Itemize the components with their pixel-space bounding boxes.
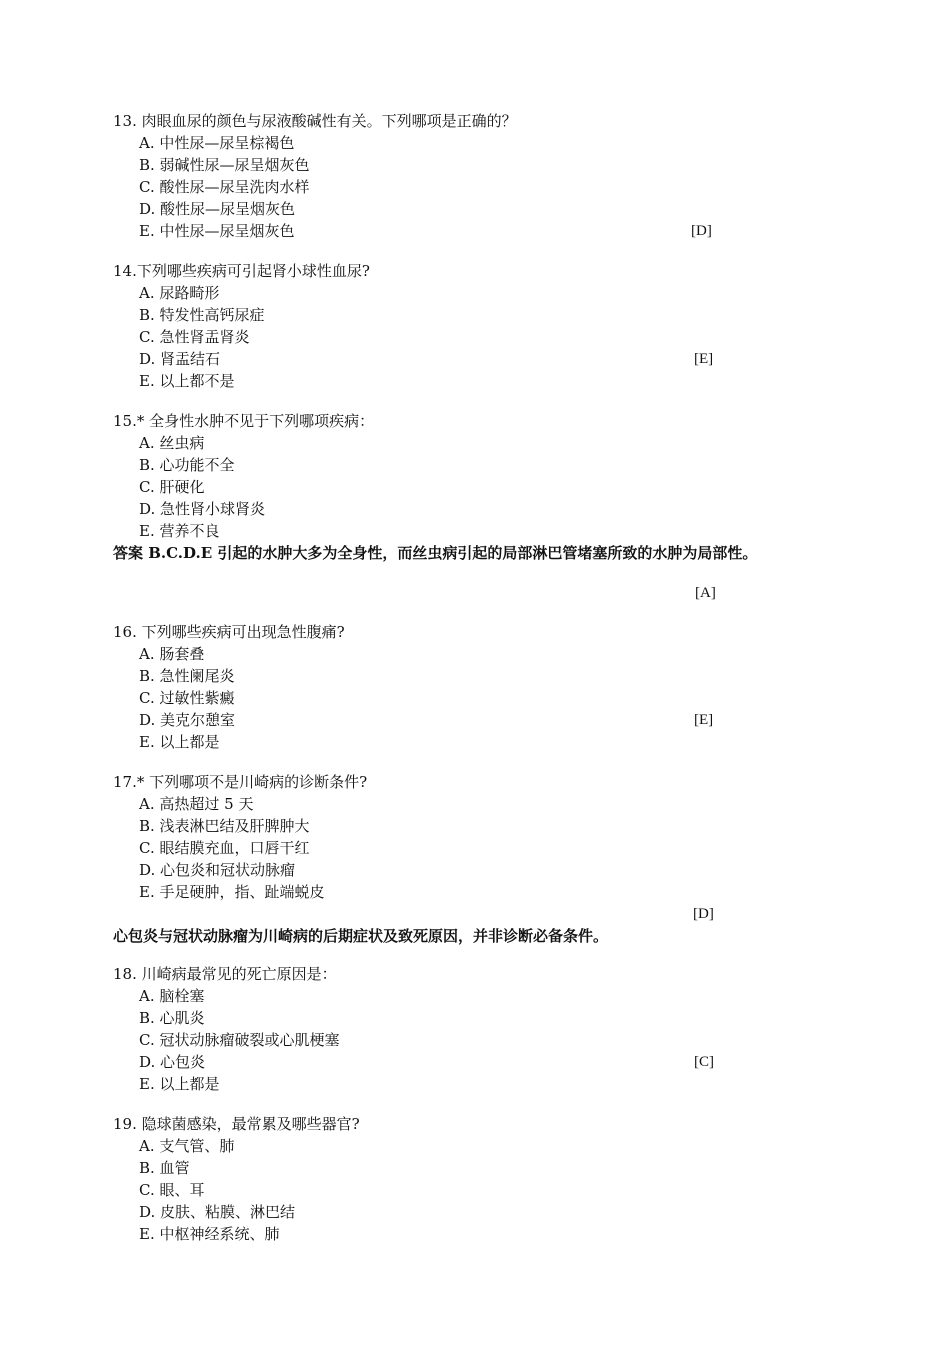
option-a: A. 脑栓塞 [139,987,205,1005]
question-15 [113,410,873,604]
option-c: C. 冠状动脉瘤破裂或心肌梗塞 [139,1031,340,1049]
question-stem: 18. 川崎病最常见的死亡原因是： [113,965,337,983]
option-c: C. 眼、耳 [139,1181,205,1199]
answer-key: [C] [694,1054,714,1070]
option-d: D. 心包炎和冠状动脉瘤 [139,861,296,879]
option-c: C. 急性肾盂肾炎 [139,328,250,346]
option-d: D. 急性肾小球肾炎 [139,500,266,518]
question-stem: 15.* 全身性水肿不见于下列哪项疾病： [113,412,375,430]
answer-key: [E] [694,351,714,367]
option-b: B. 心功能不全 [139,456,235,474]
option-e: E. 以上都不是 [139,372,235,390]
question-13 [113,110,873,242]
option-d-text: D. 美克尔憩室 [139,711,236,729]
option-b: B. 心肌炎 [139,1009,205,1027]
option-a: A. 丝虫病 [139,434,205,452]
option-b: B. 弱碱性尿—尿呈烟灰色 [139,156,310,174]
option-c: C. 眼结膜充血，口唇干红 [139,839,310,857]
question-14 [113,260,873,392]
question-18 [113,963,873,1095]
question-stem: 16. 下列哪些疾病可出现急性腹痛? [113,623,345,641]
answer-explanation: 心包炎与冠状动脉瘤为川崎病的后期症状及致死原因，并非诊断必备条件。 [113,927,609,945]
answer-explanation: 答案 B.C.D.E 引起的水肿大多为全身性，而丝虫病引起的局部淋巴管堵塞所致的水肿为局部性。 [113,544,758,562]
option-e: E. 营养不良 [139,522,220,540]
option-c: C. 酸性尿—尿呈洗肉水样 [139,178,310,196]
option-c: C. 过敏性紫癜 [139,689,235,707]
question-stem: 14.下列哪些疾病可引起肾小球性血尿? [113,262,370,280]
question-stem: 19. 隐球菌感染，最常累及哪些器官? [113,1115,360,1133]
option-b: B. 血管 [139,1159,190,1177]
option-d: D. 皮肤、粘膜、淋巴结 [139,1203,296,1221]
option-c: C. 肝硬化 [139,478,205,496]
option-d-text: D. 心包炎 [139,1053,206,1071]
option-b: B. 特发性高钙尿症 [139,306,265,324]
option-d-text: D. 肾盂结石 [139,350,221,368]
option-a: A. 尿路畸形 [139,284,220,302]
question-16 [113,621,873,753]
option-a: A. 支气管、肺 [139,1137,235,1155]
answer-key: [E] [694,712,714,728]
option-e: E. 以上都是 [139,733,220,751]
answer-key: [D] [693,906,714,922]
option-e [113,220,873,242]
option-d [113,348,873,370]
question-stem: 13. 肉眼血尿的颜色与尿液酸碱性有关。下列哪项是正确的？ [113,112,517,130]
answer-key: [A] [695,585,716,601]
option-e: E. 中枢神经系统、肺 [139,1225,280,1243]
option-e: E. 以上都是 [139,1075,220,1093]
question-19 [113,1113,873,1245]
option-a: A. 肠套叠 [139,645,205,663]
option-a: A. 中性尿—尿呈棕褐色 [139,134,295,152]
option-b: B. 浅表淋巴结及肝脾肿大 [139,817,310,835]
option-d: D. 酸性尿—尿呈烟灰色 [139,200,296,218]
option-e: E. 手足硬肿，指、趾端蜕皮 [139,883,325,901]
option-d [113,1051,873,1073]
question-17 [113,771,873,947]
answer-row [113,582,873,604]
option-a: A. 高热超过 5 天 [139,795,254,813]
option-d [113,709,873,731]
answer-row [113,903,873,925]
option-b: B. 急性阑尾炎 [139,667,235,685]
answer-key: [D] [691,223,712,239]
option-e-text: E. 中性尿—尿呈烟灰色 [139,222,295,240]
question-stem: 17.* 下列哪项不是川崎病的诊断条件? [113,773,368,791]
